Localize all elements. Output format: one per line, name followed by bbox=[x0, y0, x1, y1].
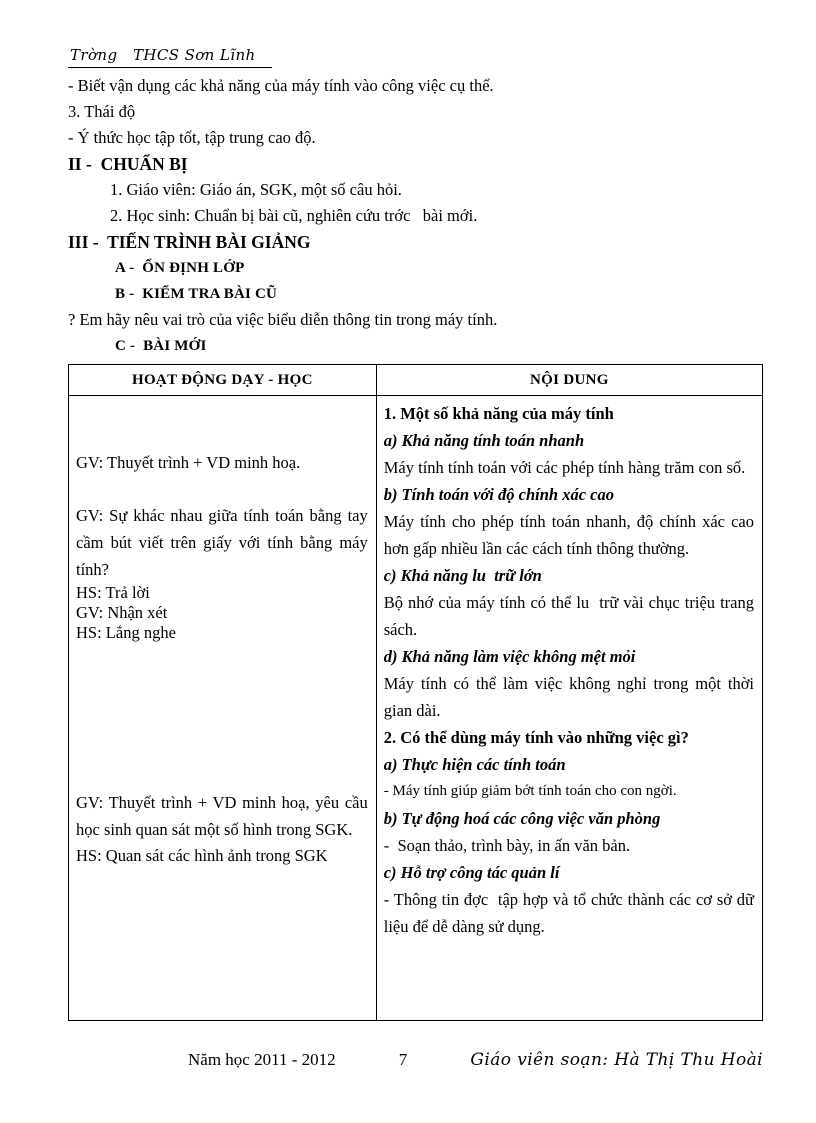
content-paragraph: Máy tính cho phép tính toán nhanh, độ chính xác cao hơn gấp nhiều lần các cách tính thông thường. bbox=[383, 512, 759, 558]
footer-teacher-name: Giáo viên soạn: Hà Thị Thu Hoài bbox=[470, 1050, 763, 1070]
content-paragraph: Máy tính tính toán với các phép tính hàng trăm con số. bbox=[383, 458, 746, 477]
activity-paragraph: HS: Trả lời bbox=[76, 583, 150, 602]
content-paragraph: c) Hỗ trợ công tác quản lí bbox=[383, 863, 560, 882]
content-paragraph: - Thông tin đợc tập hợp và tổ chức thành các cơ sở dữ liệu để dễ dàng sử dụng. bbox=[383, 890, 759, 936]
page-header bbox=[68, 46, 763, 68]
activity-paragraph: GV: Thuyết trình + VD minh hoạ, yêu cầu học sinh quan sát một số hình trong SGK. bbox=[76, 793, 372, 839]
paragraph: A - ỔN ĐỊNH LỚP bbox=[115, 260, 245, 276]
paragraph: ? Em hãy nêu vai trò của việc biểu diễn thông tin trong máy tính. bbox=[68, 310, 498, 329]
content-paragraph: b) Tự động hoá các công việc văn phòng bbox=[383, 809, 661, 828]
paragraph: 3. Thái độ bbox=[68, 102, 136, 121]
activity-paragraph: GV: Nhận xét bbox=[76, 603, 168, 622]
content-paragraph: 1. Một số khả năng của máy tính bbox=[383, 404, 614, 423]
paragraph: 2. Học sinh: Chuẩn bị bài cũ, nghiên cứu trớc bài mới. bbox=[110, 206, 478, 225]
table-body-row bbox=[69, 396, 763, 1021]
paragraph: II - CHUẨN BỊ bbox=[68, 154, 188, 174]
activity-paragraph: GV: Sự khác nhau giữa tính toán bằng tay cầm bút viết trên giấy với tính bằng máy tính? bbox=[76, 506, 372, 579]
table-header-row bbox=[69, 365, 763, 396]
paragraph: C - BÀI MỚI bbox=[115, 338, 207, 354]
paragraph: - Ý thức học tập tốt, tập trung cao độ. bbox=[68, 128, 316, 147]
activity-paragraph: HS: Quan sát các hình ảnh trong SGK bbox=[76, 846, 328, 865]
paragraph: III - TIẾN TRÌNH BÀI GIẢNG bbox=[68, 232, 311, 252]
content-paragraph: c) Khả năng lu trữ lớn bbox=[383, 566, 542, 585]
content-paragraph: d) Khả năng làm việc không mệt mỏi bbox=[383, 647, 636, 666]
content-cell bbox=[376, 396, 762, 1021]
page-footer bbox=[68, 1050, 763, 1070]
content-paragraph: a) Thực hiện các tính toán bbox=[383, 755, 566, 774]
footer-page-number: 7 bbox=[398, 1050, 408, 1069]
content-paragraph: - Máy tính giúp giảm bớt tính toán cho con ngời. bbox=[383, 783, 677, 799]
lesson-table bbox=[68, 364, 763, 1021]
content-paragraph: Máy tính có thể làm việc không nghỉ trong một thời gian dài. bbox=[383, 674, 759, 720]
content-paragraph: b) Tính toán với độ chính xác cao bbox=[383, 485, 614, 504]
school-name: Trờng THCS Sơn Lĩnh bbox=[68, 46, 272, 68]
lesson-table-head bbox=[69, 365, 763, 396]
lesson-table-body bbox=[69, 396, 763, 1021]
content-paragraph: 2. Có thể dùng máy tính vào những việc gì? bbox=[383, 728, 689, 747]
activity-paragraph: HS: Lắng nghe bbox=[76, 623, 176, 642]
content-paragraph: a) Khả năng tính toán nhanh bbox=[383, 431, 585, 450]
paragraph: 1. Giáo viên: Giáo án, SGK, một số câu hỏi. bbox=[110, 180, 402, 199]
paragraph: - Biết vận dụng các khả năng của máy tính vào công việc cụ thể. bbox=[68, 76, 494, 95]
activities-cell bbox=[69, 396, 377, 1021]
table-header-content: NỘI DUNG bbox=[376, 365, 762, 396]
footer-school-year: Năm học 2011 - 2012 bbox=[188, 1050, 336, 1069]
paragraph: B - KIỂM TRA BÀI CŨ bbox=[115, 286, 278, 302]
content-paragraph: - Soạn thảo, trình bày, in ấn văn bản. bbox=[383, 836, 631, 855]
activity-paragraph: GV: Thuyết trình + VD minh hoạ. bbox=[76, 453, 301, 472]
content-paragraph: Bộ nhớ của máy tính có thể lu trữ vài chục triệu trang sách. bbox=[383, 593, 759, 639]
document-body bbox=[68, 73, 763, 359]
table-header-activities: HOẠT ĐỘNG DẠY - HỌC bbox=[69, 365, 377, 396]
